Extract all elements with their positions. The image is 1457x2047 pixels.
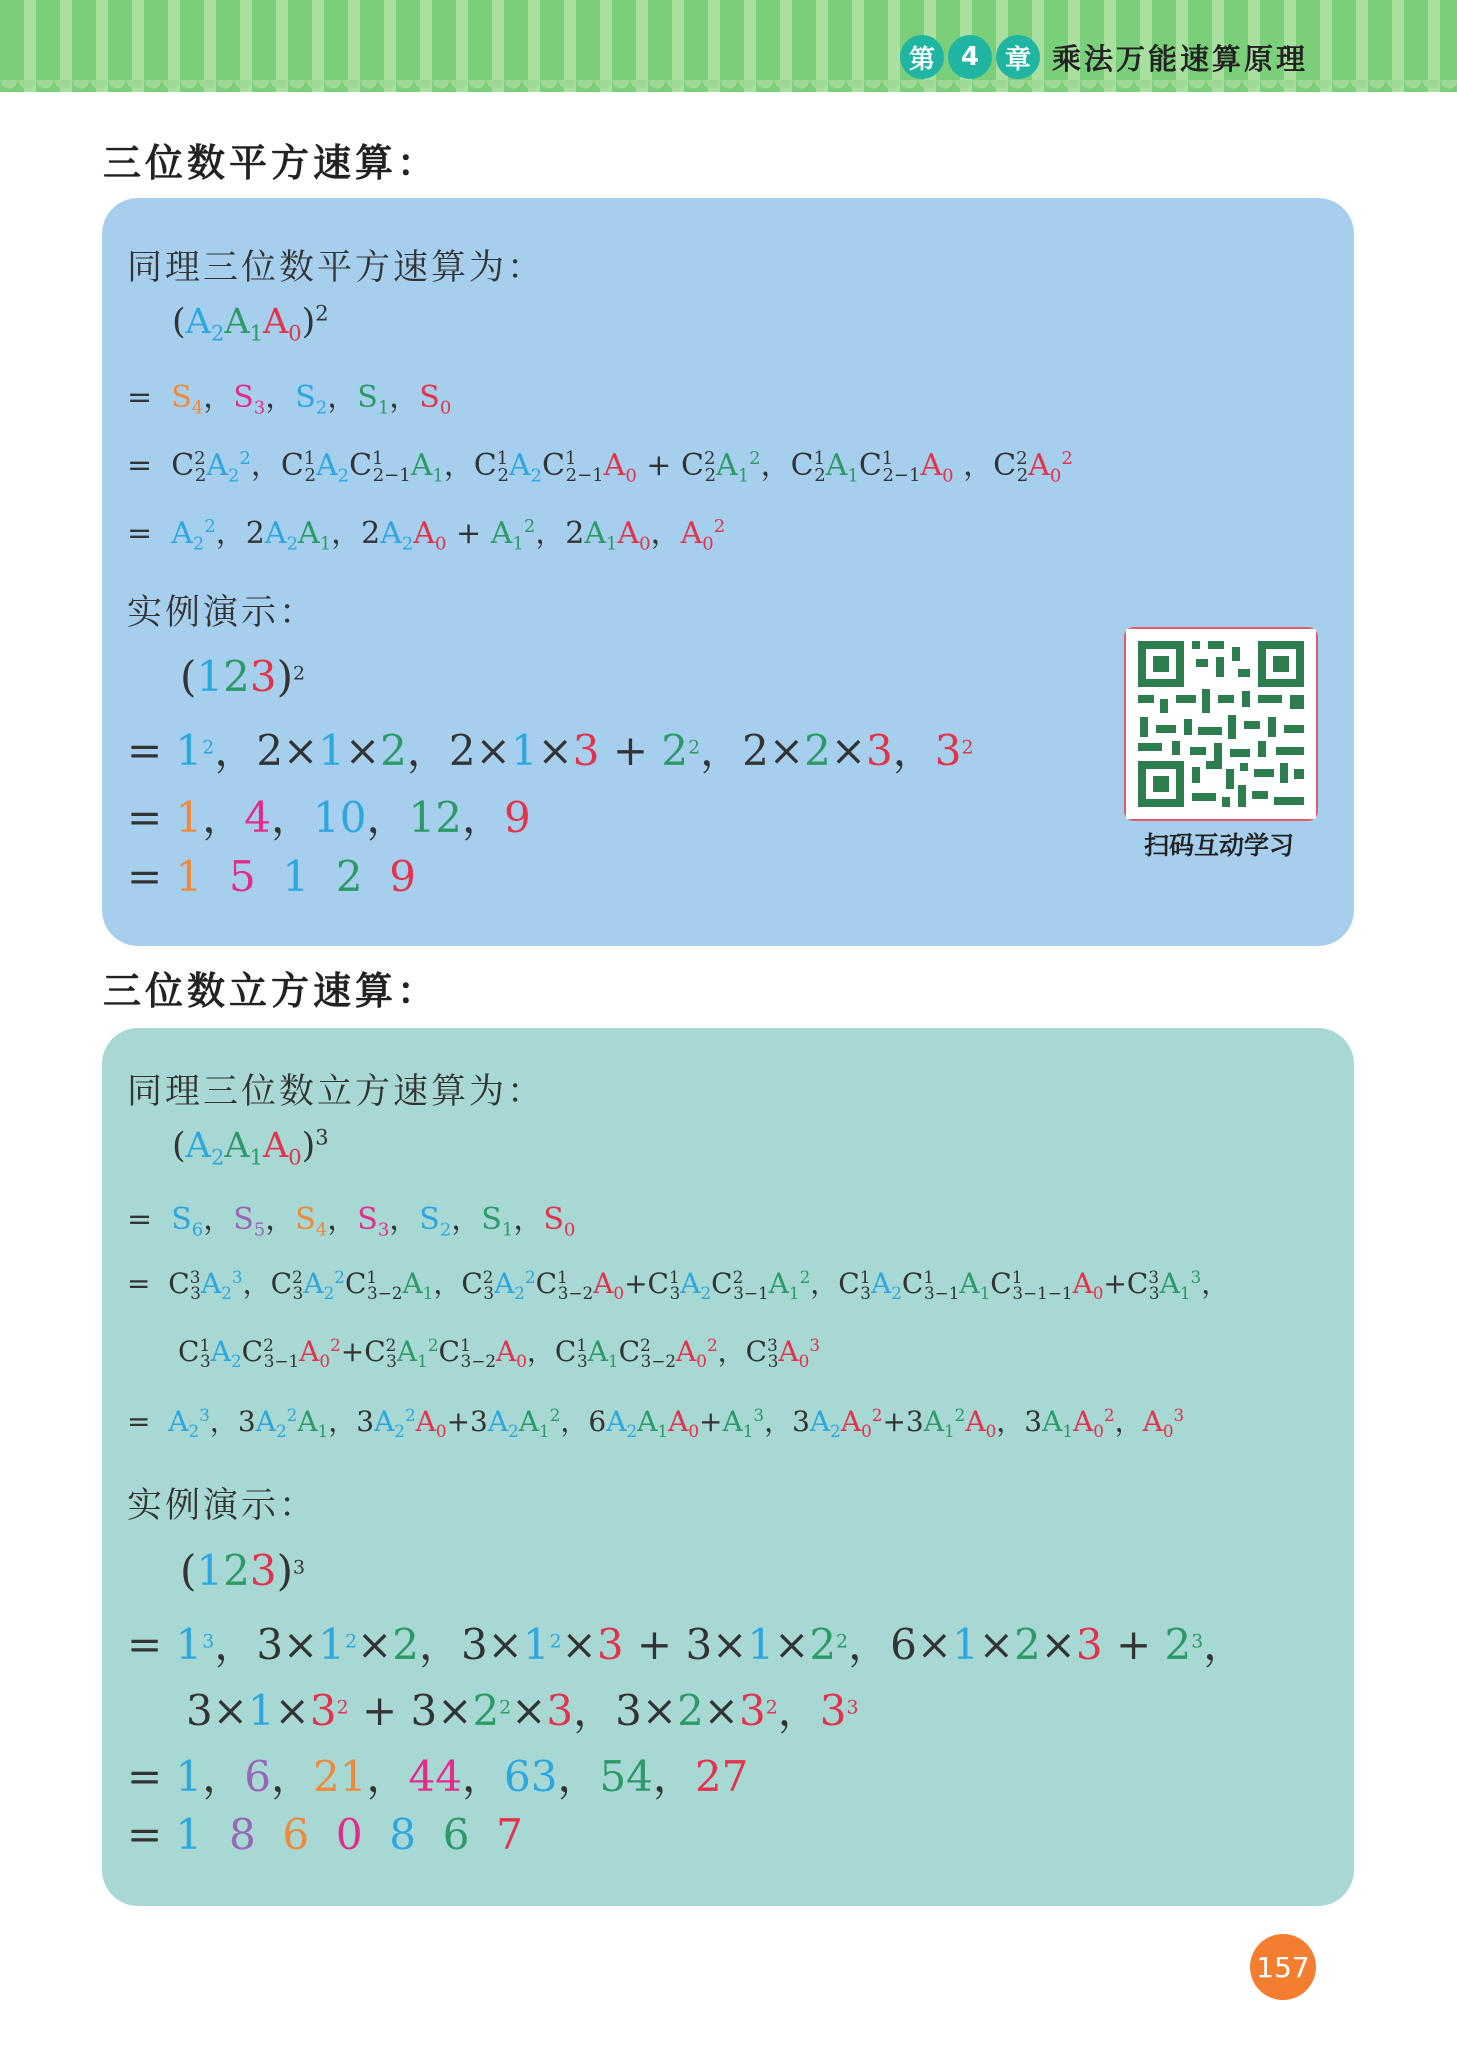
chapter-number-badge: 4 <box>948 35 992 79</box>
cube-formula-line-1: $(A_2A_1A_0)^3$ <box>172 1125 329 1170</box>
cube-intro: 同理三位数立方速算为： <box>127 1072 546 1112</box>
square-example-line-2: = $1^2$，2×1×2，$2\times 1\times 3 + 2^2$，2×2×3，$3^2$ <box>127 726 974 775</box>
qr-code[interactable] <box>1124 627 1318 821</box>
section-heading-cube: 三位数立方速算： <box>103 969 440 1013</box>
cube-formula-line-4: $C^1_3A_2C^2_{3-1}A_0^2+C^2_3A_1^2C^1_{3-2}A_0$，$C^1_3A_1C^2_{3-2}A_0^2$，$C^3_3A_0^3$ <box>178 1334 820 1371</box>
page-number: 157 <box>1250 1934 1316 2000</box>
square-formula-line-2: = $S_4$，$S_3$，$S_2$，$S_1$，$S_0$ <box>127 380 452 419</box>
square-intro: 同理三位数平方速算为： <box>127 248 546 288</box>
chapter-title: 乘法万能速算原理 <box>1052 41 1309 76</box>
cube-formula-line-2: = $S_6$，$S_5$，$S_4$，$S_3$，$S_2$，$S_1$，$S_0$ <box>127 1202 576 1241</box>
chapter-header <box>900 32 1308 82</box>
square-example-heading: 实例演示： <box>127 593 318 633</box>
section-heading-square: 三位数平方速算： <box>103 141 440 185</box>
cube-formula-line-3: = $C^3_3A_2^3$，$C^2_3A_2^2C^1_{3-2}A_1$，$C^2_3A_2^2C^1_{3-2}A_0+C^1_3A_2C^2_{3-1}A_1^2$，$C^1_3A_2C^1_{3-1}A_1C^1_{3-1-1}A_0+C^3_3A_1^3$， <box>127 1266 1230 1303</box>
cube-example-line-1: $(123)^3$ <box>180 1546 306 1595</box>
chapter-suffix-badge: 章 <box>996 35 1040 79</box>
square-formula-line-1: $(A_2A_1A_0)^2$ <box>172 301 329 346</box>
header-scallop-edge <box>0 80 1457 96</box>
cube-example-line-3: $3\times 1\times 3^2 + 3\times 2^2\times 3$，$3\times 2\times 3^2$，$3^3$ <box>186 1686 859 1735</box>
square-formula-line-3: = $C^2_2A_2^2$，$C^1_2A_2C^1_{2-1}A_1$，$C^1_2A_2C^1_{2-1}A_0 + C^2_2A_1^2$，$C^1_2A_1C^1_{2-1}A_0$ ，$C^2_2A_0^2$ <box>127 448 1073 487</box>
cube-example-line-2: = $1^3$，$3\times 1^2\times 2$，$3\times 1^2\times 3 + 3\times 1\times 2^2$，$6\times 1\times 2\times 3 + 2^3$， <box>127 1620 1246 1669</box>
square-formula-line-4: = $A_2^2$，$2A_2A_1$，$2A_2A_0 + A_1^2$，$2A_1A_0$，$A_0^2$ <box>127 516 726 555</box>
square-example-line-4: = 1 5 1 2 9 <box>127 852 417 901</box>
cube-example-heading: 实例演示： <box>127 1486 318 1526</box>
cube-example-line-5: = 1 8 6 0 8 6 7 <box>127 1810 523 1859</box>
chapter-prefix-badge: 第 <box>900 35 944 79</box>
square-example-line-1: $(123)^2$ <box>180 652 306 701</box>
cube-example-line-4: = 1，6，21，44，63，54，27 <box>127 1752 749 1801</box>
qr-caption: 扫码互动学习 <box>1143 831 1294 860</box>
cube-formula-line-5: = $A_2^3$，$3A_2^2A_1$，$3A_2^2A_0+3A_2A_1^2$，$6A_2A_1A_0+A_1^3$，$3A_2A_0^2+3A_1^2A_0$，$3A_1A_0^2$，$A_0^3$ <box>127 1404 1185 1441</box>
square-example-line-3: = 1，4，10，12，9 <box>127 793 531 842</box>
